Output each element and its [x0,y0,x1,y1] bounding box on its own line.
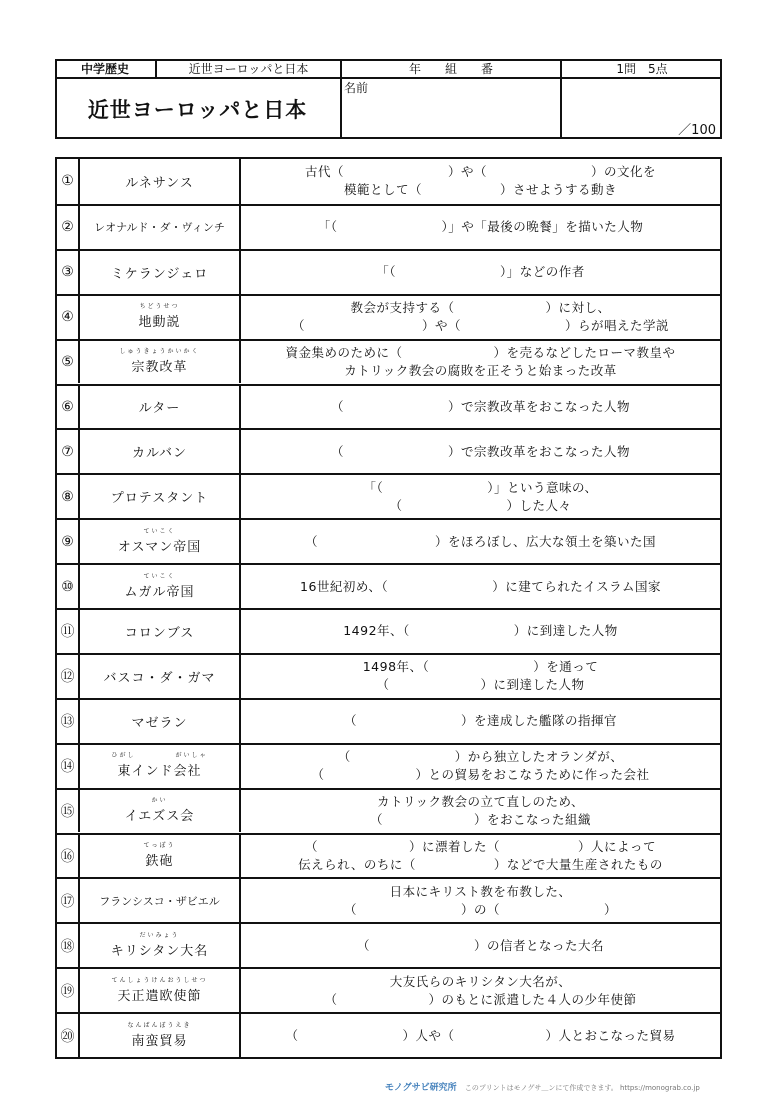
points-per-question: 1問 5点 [616,62,668,76]
question-description[interactable] [241,879,720,922]
table-row [57,788,720,833]
question-number: ⑲ [57,969,80,1012]
term-text: カルバン [131,446,188,462]
question-number: ② [57,206,80,249]
description-line: （ ）で宗教改革をおこなった人物 [330,398,630,414]
table-row [57,563,720,608]
table-row [57,518,720,563]
term-text: コロンブス [124,625,195,641]
description-line: 大友氏らのキリシタン大名が、 [389,973,572,989]
table-row [57,428,720,473]
furigana: ていこく [143,572,176,580]
term-text: ルネサンス [125,175,194,191]
question-description[interactable] [241,1014,720,1057]
table-row [57,204,720,249]
question-number: ④ [57,296,80,339]
question-description[interactable] [241,924,720,967]
term-text: イエズス会 [124,809,195,825]
description-line: 1498年、（ ）を通って [362,659,599,675]
question-number: ⑯ [57,835,80,878]
description-line: 「（ ）」という意味の、 [363,479,598,495]
answer-term [80,565,241,608]
question-number: ⑫ [57,655,80,698]
table-row [57,339,720,384]
term-text: マゼラン [131,715,188,731]
table-row [57,967,720,1012]
answer-term [80,790,241,833]
question-description[interactable] [241,206,720,249]
description-line: 「（ ）」などの作者 [376,264,585,280]
furigana: てんしょうけんおうしせつ [111,976,208,984]
term-text: ムガル帝国 [124,584,195,600]
footer-credit [385,1080,700,1093]
question-number: ⑧ [57,475,80,518]
answer-term [80,206,241,249]
publisher-logo: モノグサビ研究所 [385,1083,457,1093]
subject-label: 中学歴史 [80,62,129,76]
question-description[interactable] [241,790,720,833]
description-line: （ ）人や（ ）人とおこなった貿易 [285,1027,676,1043]
table-row [57,922,720,967]
answer-term [80,475,241,518]
description-line: （ ）に到達した人物 [376,677,585,693]
question-description[interactable] [241,969,720,1012]
term-text: キリシタン大名 [110,943,209,959]
answer-term [80,610,241,653]
description-line: 伝えられ、のちに（ ）などで大量生産されたもの [298,856,663,872]
score-total: ／100 [678,122,716,138]
description-line: 16世紀初め、（ ）に建てられたイスラム国家 [300,578,661,594]
furigana: かい [151,797,168,805]
footer-text: このプリントはモノグサ＿ンにて作成できます。 https://monograb.co.jp [464,1084,700,1092]
table-row [57,833,720,878]
question-description[interactable] [241,251,720,294]
term-text: バスコ・ダ・ガマ [103,670,216,686]
description-line: （ ）を達成した艦隊の指揮官 [343,713,617,729]
term-text: 鉄砲 [145,853,174,869]
description-line: （ ）で宗教改革をおこなった人物 [330,443,630,459]
description-line: 日本にキリスト教を布教した、 [389,883,572,899]
description-line: 教会が支持する（ ）に対し、 [350,300,611,316]
description-line: 「（ ）」や「最後の晩餐」を描いた人物 [317,219,644,235]
answer-term [80,835,241,878]
question-description[interactable] [241,835,720,878]
unit-label: 近世ヨーロッパと日本 [188,62,309,76]
question-number: ① [57,159,80,204]
answer-term [80,341,241,384]
question-number: ⑤ [57,341,80,384]
question-description[interactable] [241,745,720,788]
question-number: ⑬ [57,700,80,743]
question-number: ⑨ [57,520,80,563]
name-field[interactable] [344,94,558,137]
table-row [57,249,720,294]
question-number: ⑦ [57,430,80,473]
question-description[interactable] [241,341,720,384]
question-description[interactable] [241,610,720,653]
question-description[interactable] [241,430,720,473]
term-text: ルター [138,401,181,417]
term-text: 地動説 [138,315,181,331]
answer-term [80,251,241,294]
description-line: （ ）の（ ） [343,901,617,917]
table-row [57,294,720,339]
furigana: ちどうせつ [139,303,180,311]
term-text: ミケランジェロ [110,266,209,282]
question-description[interactable] [241,475,720,518]
description-line: （ ）のもとに派遣した４人の少年使節 [324,991,637,1007]
description-line: カトリック教会の立て直しのため、 [376,794,584,810]
answer-term [80,924,241,967]
term-text: 南蛮貿易 [131,1033,188,1049]
term-text: レオナルド・ダ・ヴィンチ [94,221,225,235]
answer-term [80,969,241,1012]
table-row [57,473,720,518]
term-text: 宗教改革 [131,360,188,376]
answer-term [80,745,241,788]
answer-term [80,386,241,429]
description-line: 古代（ ）や（ ）の文化を [304,164,656,180]
answer-term [80,159,241,204]
description-line: （ ）をほろぼし、広大な領土を築いた国 [304,533,656,549]
question-number: ⑱ [57,924,80,967]
question-number: ⑥ [57,386,80,429]
furigana: なんばんぼうえき [127,1021,192,1029]
term-text: 天正遣欧使節 [117,988,202,1004]
answer-term [80,430,241,473]
furigana: ひがし がいしゃ [111,752,208,760]
furigana: しゅうきょうかいかく [119,348,200,356]
table-row [57,653,720,698]
description-line: （ ）との貿易をおこなうために作った会社 [311,767,650,783]
answer-term [80,655,241,698]
description-line: （ ）した人々 [389,497,572,513]
description-line: 1492年、（ ）に到達した人物 [343,623,618,639]
worksheet-header [55,59,722,139]
term-text: オスマン帝国 [117,539,202,555]
question-number: ⑪ [57,610,80,653]
question-description[interactable] [241,386,720,429]
description-line: （ ）の信者となった大名 [356,937,604,953]
answer-term [80,700,241,743]
class-number-field[interactable]: 年 組 番 [408,62,493,76]
description-line: 資金集めのために（ ）を売るなどしたローマ教皇や [285,345,676,361]
answer-term [80,1014,241,1057]
table-row [57,159,720,204]
term-text: プロテスタント [110,491,209,507]
description-line: （ ）をおこなった組織 [369,812,591,828]
question-description[interactable] [241,655,720,698]
table-row [57,877,720,922]
question-number: ⑭ [57,745,80,788]
table-row [57,743,720,788]
answer-term [80,296,241,339]
question-number: ⑮ [57,790,80,833]
question-number: ③ [57,251,80,294]
furigana: だいみょう [139,931,180,939]
description-line: 模範として（ ）させようする動き [343,182,617,198]
question-table [55,157,722,1059]
table-row [57,384,720,429]
question-description[interactable] [241,520,720,563]
description-line: カトリック教会の腐敗を正そうと始まった改革 [344,363,617,379]
worksheet-title: 近世ヨーロッパと日本 [87,98,308,122]
question-number: ⑩ [57,565,80,608]
question-number: ⑰ [57,879,80,922]
furigana: ていこく [143,527,176,535]
term-text: 東インド会社 [117,764,202,780]
name-label: 名前 [344,80,369,95]
table-row [57,608,720,653]
table-row [57,1012,720,1057]
answer-term [80,520,241,563]
question-description[interactable] [241,700,720,743]
question-number: ⑳ [57,1014,80,1057]
question-description[interactable] [241,159,720,204]
term-text: フランシスコ・ザビエル [99,894,220,908]
description-line: （ ）や（ ）らが唱えた学説 [291,318,669,334]
answer-term [80,879,241,922]
question-description[interactable] [241,565,720,608]
description-line: （ ）に漂着した（ ）人によって [304,838,656,854]
question-description[interactable] [241,296,720,339]
table-row [57,698,720,743]
furigana: てっぽう [143,841,176,849]
description-line: （ ）から独立したオランダが、 [337,749,624,765]
